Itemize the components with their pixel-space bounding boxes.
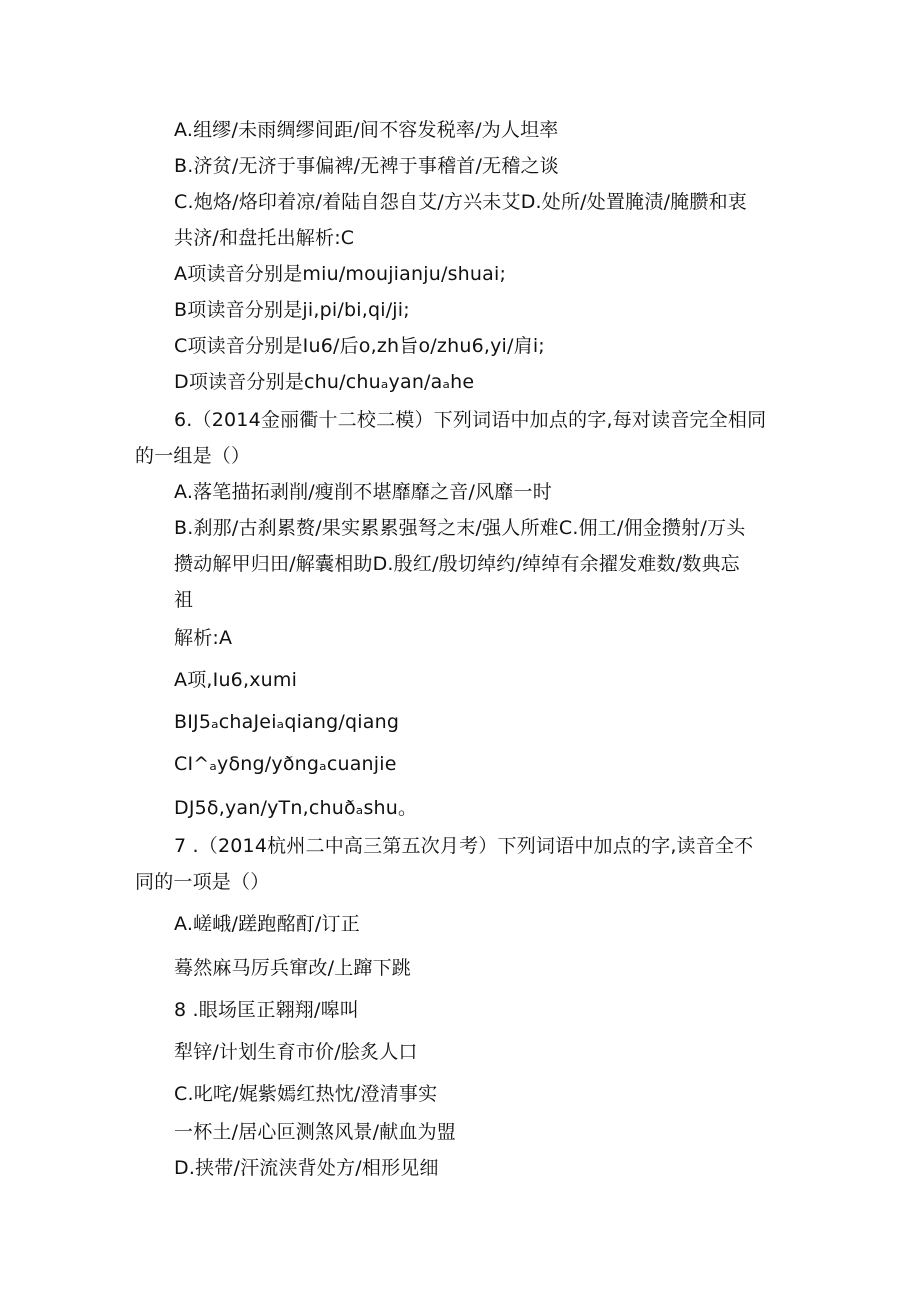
- text-line: CI^ₐyδng/yðngₐcuanjie: [174, 753, 397, 775]
- text-line: B.济贫/无济于事偏裨/无裨于事稽首/无稽之谈: [174, 155, 559, 177]
- text-line: A.嵯峨/蹉跑酩酊/订正: [174, 913, 360, 935]
- text-line: B项读音分别是ji,pi/bi,qi/ji;: [174, 299, 410, 321]
- text-line: A项,Iu6,xumi: [174, 669, 298, 691]
- text-line: C项读音分别是Iu6/后o,zh旨o/zhu6,yi/肩i;: [174, 335, 545, 357]
- text-line: D项读音分别是chu/chuₐyan/aₐhe: [174, 371, 475, 393]
- question-stem-continued: 的一组是（）: [135, 445, 251, 467]
- answer-line: 解析:A: [174, 627, 233, 649]
- text-line: 祖: [174, 589, 194, 611]
- text-line: 共济/和盘托出解析:C: [174, 227, 355, 249]
- text-line: 攒动解甲归田/解囊相助D.殷红/殷切绰约/绰绰有余擢发难数/数典忘: [174, 553, 740, 575]
- text-line: C.叱咤/娓紫嫣红热忱/澄清事实: [174, 1083, 438, 1105]
- text-line: D.挟带/汗流浃背处方/相形见细: [174, 1157, 439, 1179]
- text-line: 蓦然麻马厉兵窜改/上蹿下跳: [174, 957, 412, 979]
- question-stem: 7 .（2014杭州二中高三第五次月考）下列词语中加点的字,读音全不: [174, 835, 754, 857]
- text-line: C.炮烙/烙印着凉/着陆自怨自艾/方兴未艾D.处所/处置腌渍/腌臜和衷: [174, 191, 747, 213]
- text-line: 一杯土/居心叵测煞风景/献血为盟: [174, 1121, 457, 1143]
- text-line: 8 .眼场匡正翱翔/嗥叫: [174, 999, 359, 1021]
- question-stem: 6.（2014金丽衢十二校二模）下列词语中加点的字,每对读音完全相同: [174, 409, 767, 431]
- text-line: A项读音分别是miu/moujianju/shuai;: [174, 263, 507, 285]
- question-stem-continued: 同的一项是（）: [135, 871, 270, 893]
- text-line: BIJ5ₐchaJeiₐqiang/qiang: [174, 711, 400, 733]
- text-line: B.刹那/古刹累赘/果实累累强弩之末/强人所难C.佣工/佣金攒射/万头: [174, 517, 746, 539]
- text-line: DJ5δ,yan/yTn,chuðₐshu。: [174, 797, 418, 819]
- text-line: A.落笔描拓剥削/瘦削不堪靡靡之音/风靡一时: [174, 481, 552, 503]
- text-line: A.组缪/未雨绸缪间距/间不容发税率/为人坦率: [174, 119, 559, 141]
- text-line: 犁锌/计划生育市价/脍炙人口: [174, 1041, 418, 1063]
